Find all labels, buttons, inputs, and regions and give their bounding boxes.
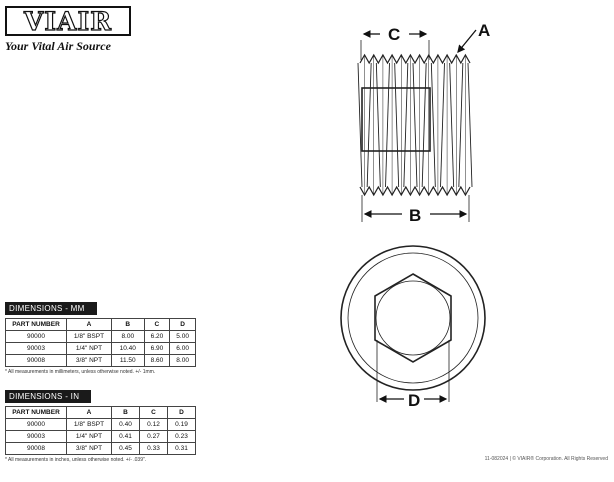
cell: 0.40 bbox=[112, 419, 140, 431]
plug-side-view bbox=[358, 40, 472, 222]
header-c: C bbox=[144, 319, 170, 331]
table-row bbox=[6, 431, 196, 443]
dimensions-mm-table bbox=[5, 298, 196, 375]
cell: 0.33 bbox=[140, 443, 168, 455]
cell: 0.12 bbox=[140, 419, 168, 431]
table-note: * All measurements in inches, unless otherwise noted. +/- .039". bbox=[5, 457, 147, 463]
header-b: B bbox=[112, 407, 140, 419]
table-row bbox=[6, 443, 196, 455]
cell: 1/8" BSPT bbox=[67, 331, 112, 343]
label-d: D bbox=[408, 391, 421, 410]
cell: 0.19 bbox=[168, 419, 196, 431]
copyright-footer: 11-082024 | © VIAIR® Corporation. All Rights Reserved bbox=[484, 456, 608, 462]
header-a: A bbox=[67, 407, 112, 419]
cell: 1/4" NPT bbox=[67, 431, 112, 443]
header-b: B bbox=[112, 319, 145, 331]
header-part-number: PART NUMBER bbox=[6, 407, 67, 419]
header-a: A bbox=[67, 319, 112, 331]
cell: 0.23 bbox=[168, 431, 196, 443]
cell: 8.60 bbox=[144, 355, 170, 367]
cell: 0.41 bbox=[112, 431, 140, 443]
cell: 90003 bbox=[6, 431, 67, 443]
cell: 0.27 bbox=[140, 431, 168, 443]
cell: 90008 bbox=[6, 443, 67, 455]
cell: 0.31 bbox=[168, 443, 196, 455]
table-row bbox=[6, 355, 196, 367]
label-a: A bbox=[478, 21, 491, 40]
cell: 11.50 bbox=[112, 355, 145, 367]
cell: 8.00 bbox=[112, 331, 145, 343]
table-title: DIMENSIONS - MM bbox=[5, 302, 97, 315]
header-d: D bbox=[170, 319, 196, 331]
header-d: D bbox=[168, 407, 196, 419]
cell: 10.40 bbox=[112, 343, 145, 355]
label-b: B bbox=[409, 206, 422, 225]
cell: 1/4" NPT bbox=[67, 343, 112, 355]
header-part-number: PART NUMBER bbox=[6, 319, 67, 331]
table-note: * All measurements in millimeters, unless otherwise noted. +/- 1mm. bbox=[5, 369, 156, 375]
cell: 90000 bbox=[6, 331, 67, 343]
dimensions-in-table bbox=[5, 386, 196, 463]
cell: 90003 bbox=[6, 343, 67, 355]
table-row bbox=[6, 331, 196, 343]
header-c: C bbox=[140, 407, 168, 419]
table-row bbox=[6, 343, 196, 355]
cell: 3/8" NPT bbox=[67, 443, 112, 455]
cell: 90000 bbox=[6, 419, 67, 431]
thread-outline bbox=[358, 55, 472, 195]
cell: 5.00 bbox=[170, 331, 196, 343]
dimensions-table bbox=[5, 318, 196, 367]
cell: 6.00 bbox=[170, 343, 196, 355]
cell: 6.90 bbox=[144, 343, 170, 355]
cell: 8.00 bbox=[170, 355, 196, 367]
cell: 6.20 bbox=[144, 331, 170, 343]
cell: 1/8" BSPT bbox=[67, 419, 112, 431]
brand-name: VIAIR bbox=[5, 6, 131, 36]
cell: 3/8" NPT bbox=[67, 355, 112, 367]
brand-tagline: Your Vital Air Source bbox=[5, 39, 111, 53]
table-title: DIMENSIONS - IN bbox=[5, 390, 91, 403]
cell: 0.45 bbox=[112, 443, 140, 455]
dimensions-table bbox=[5, 406, 196, 455]
label-c: C bbox=[388, 25, 401, 44]
plug-front-view bbox=[341, 246, 485, 402]
hex-socket bbox=[375, 274, 451, 362]
dimension-a bbox=[458, 30, 476, 52]
table-row bbox=[6, 419, 196, 431]
cell: 90008 bbox=[6, 355, 67, 367]
